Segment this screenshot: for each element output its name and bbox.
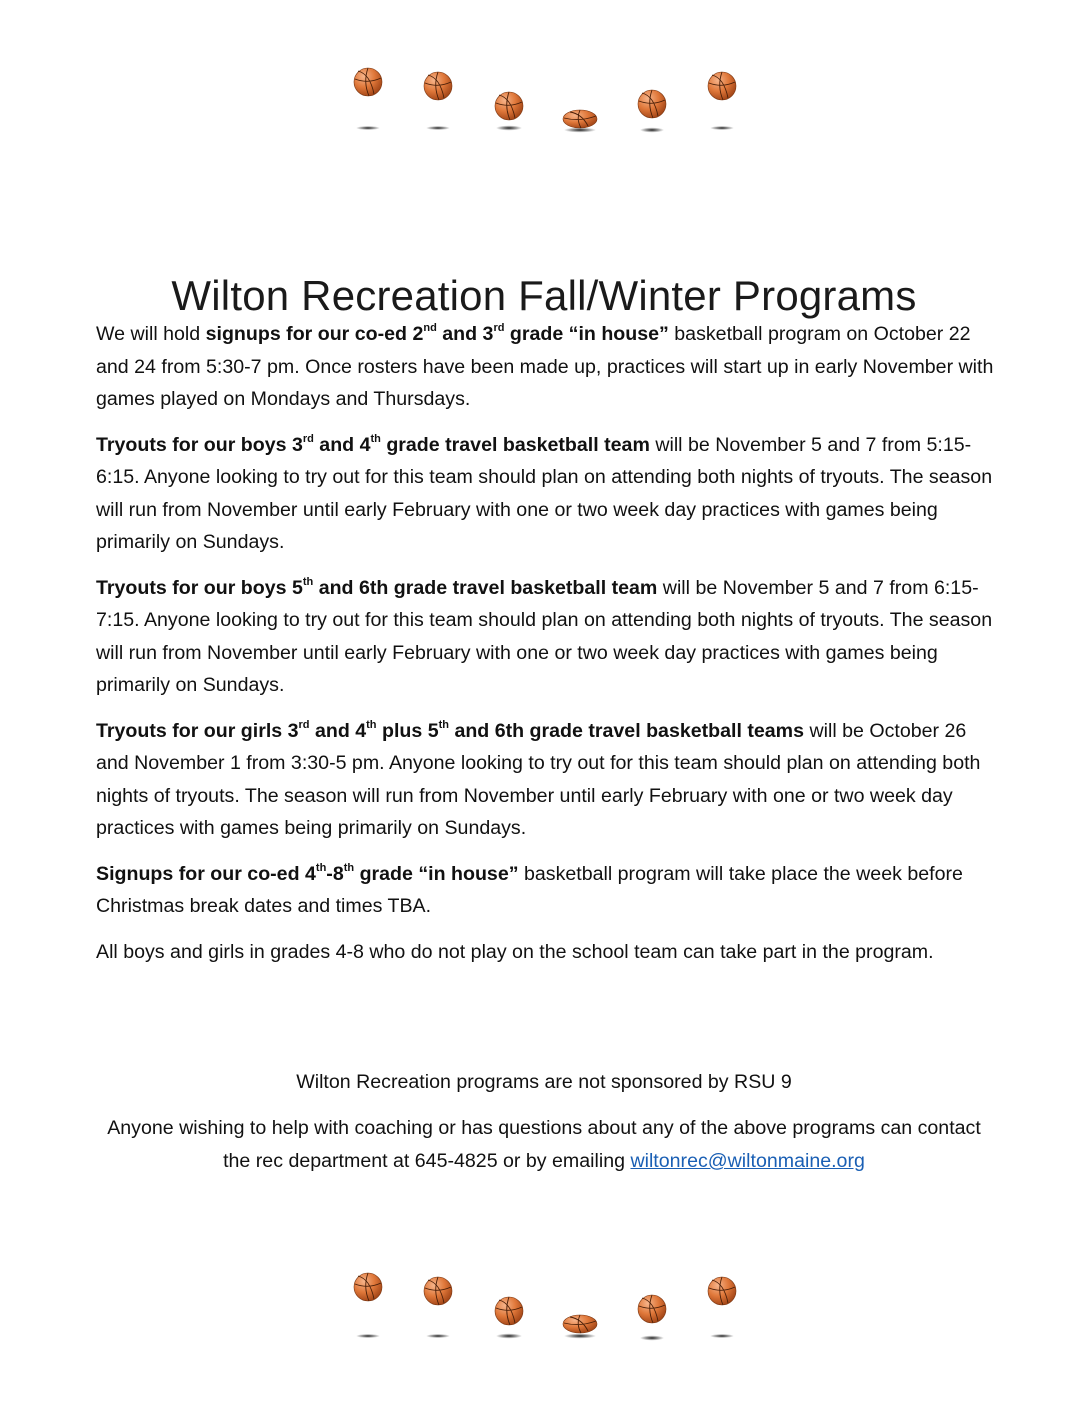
- text-run: We will hold: [96, 323, 206, 345]
- basketball-icon: [408, 1269, 468, 1349]
- bold-text: Tryouts for our boys 5: [96, 576, 303, 599]
- bold-text: signups for our co-ed 2: [205, 323, 424, 345]
- basketball-icon: [692, 66, 752, 146]
- paragraph-boys-3rd-4th-tryouts: [96, 429, 1002, 559]
- basketball-icon: [408, 64, 468, 144]
- program-descriptions: [96, 318, 1002, 981]
- email-link[interactable]: wiltonrec@wiltonmaine.org: [630, 1150, 865, 1172]
- text-run: All boys and girls in grades 4-8 who do not play on the school team can take part in the program.: [96, 940, 934, 963]
- bold-text: and 6th grade travel basketball team: [313, 576, 658, 599]
- bold-text: grade “in house”: [504, 323, 669, 345]
- superscript: rd: [302, 432, 314, 445]
- contact-note: [96, 1112, 992, 1178]
- superscript: th: [366, 718, 377, 731]
- basketball-icon: [622, 84, 682, 164]
- text-run: will be October 26 and November 1 from 3:30-5 pm. Anyone looking to try out for this team should plan on attending both nights of tryouts. The season will run from November until early February with one or two week day practices with games being primarily on Sundays.: [96, 719, 981, 839]
- bold-text: grade travel basketball team: [380, 433, 650, 456]
- paragraph-in-house-2nd-3rd: [96, 318, 1002, 416]
- bold-text: grade “in house”: [354, 862, 519, 885]
- top-basketball-decoration: [0, 62, 1088, 142]
- basketball-icon: [692, 1271, 752, 1351]
- superscript: th: [438, 718, 449, 731]
- text-run: basketball program on October 22 and 24 from 5:30-7 pm. Once rosters have been made up, practices will start up in early November with games played on Mondays and Thursdays.: [96, 323, 994, 410]
- superscript: rd: [298, 718, 310, 731]
- bold-text: Tryouts for our boys 3: [96, 433, 303, 456]
- bold-text: and 6th grade travel basketball teams: [449, 719, 805, 742]
- superscript: th: [315, 861, 327, 874]
- text-run: will be November 5 and 7 from 6:15-7:15. Anyone looking to try out for this team should plan on attending both nights of tryouts. The season will run from November until early February with one or two week day practices with games being primarily on Sundays.: [96, 576, 993, 696]
- basketball-icon: [479, 1289, 539, 1369]
- bold-text: and 3: [436, 323, 494, 345]
- superscript: nd: [423, 322, 437, 335]
- paragraph-girls-tryouts: [96, 715, 1002, 845]
- superscript: th: [370, 432, 381, 445]
- sponsorship-note: Wilton Recreation programs are not sponsored by RSU 9: [296, 1071, 792, 1093]
- basketball-icon: [338, 62, 398, 142]
- page-title: Wilton Recreation Fall/Winter Programs: [171, 272, 917, 320]
- text-run: basketball program will take place the week before Christmas break dates and times TBA.: [96, 862, 963, 917]
- bold-text: -8: [326, 862, 344, 885]
- paragraph-boys-5th-6th-tryouts: [96, 572, 1002, 702]
- bold-text: Signups for our co-ed 4: [96, 862, 316, 885]
- bottom-basketball-decoration: [0, 1267, 1088, 1347]
- basketball-icon: [550, 1307, 610, 1387]
- bold-text: and 4: [309, 719, 367, 742]
- superscript: th: [343, 861, 355, 874]
- basketball-icon: [622, 1289, 682, 1369]
- bold-text: plus 5: [376, 719, 439, 742]
- superscript: th: [302, 575, 314, 588]
- superscript: rd: [493, 322, 505, 335]
- paragraph-eligibility: [96, 936, 1002, 969]
- bold-text: Tryouts for our girls 3: [96, 719, 299, 742]
- paragraph-in-house-4th-8th: [96, 858, 1002, 923]
- basketball-icon: [550, 102, 610, 182]
- basketball-icon: [338, 1267, 398, 1347]
- contact-text: Anyone wishing to help with coaching or has questions about any of the above programs can contact the rec department at 645-4825 or by emailing: [107, 1117, 981, 1172]
- basketball-icon: [479, 84, 539, 164]
- text-run: will be November 5 and 7 from 5:15-6:15. Anyone looking to try out for this team should plan on attending both nights of tryouts. The season will run from November until early February with one or two week day practices with games being primarily on Sundays.: [96, 433, 993, 553]
- bold-text: and 4: [313, 433, 371, 456]
